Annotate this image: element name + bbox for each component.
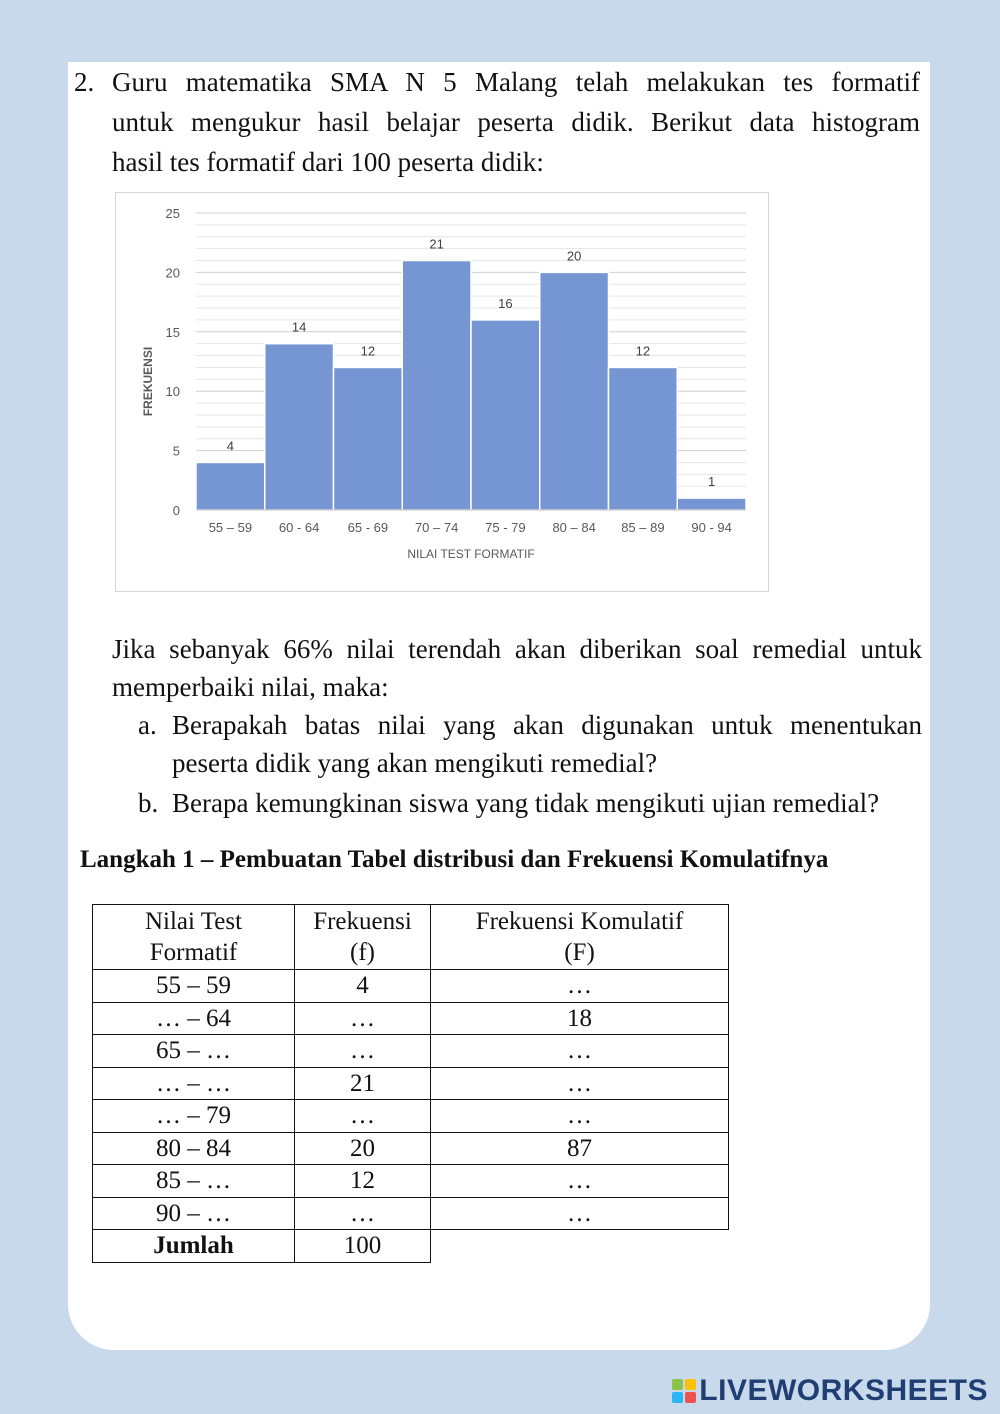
cell-cumulative[interactable]: …: [431, 1035, 729, 1068]
cell-interval[interactable]: … – …: [93, 1067, 295, 1100]
cell-frequency[interactable]: …: [295, 1035, 431, 1068]
cell-cumulative[interactable]: …: [431, 1100, 729, 1133]
bar-data-label: 1: [708, 474, 716, 490]
histogram-bar: [540, 272, 609, 510]
y-tick-label: 0: [172, 503, 180, 518]
table-row: [93, 1197, 729, 1230]
sub-question-line: peserta didik yang akan mengikuti remedial?: [172, 748, 658, 778]
bar-data-label: 12: [635, 343, 651, 359]
header-text: Nilai Test: [144, 908, 243, 935]
brand-name: LIVEWORKSHEETS: [699, 1374, 988, 1407]
sub-question-label: a.: [138, 710, 157, 740]
header-nilai: [93, 905, 295, 970]
total-value: 100: [295, 1230, 431, 1263]
x-tick-label: 85 – 89: [621, 520, 665, 535]
table-total-row: [93, 1230, 729, 1263]
x-tick-label: 75 - 79: [485, 520, 526, 535]
bar-data-label: 21: [429, 236, 444, 252]
x-tick-label: 55 – 59: [208, 520, 253, 535]
question-number: 2.: [74, 67, 95, 97]
header-text: Frekuensi Komulatif: [475, 908, 684, 935]
step-title: Langkah 1 – Pembuatan Tabel distribusi dan Frekuensi Komulatifnya: [80, 846, 829, 873]
distribution-table: [92, 904, 729, 1263]
cell-cumulative[interactable]: 18: [431, 1002, 729, 1035]
cell-cumulative[interactable]: …: [431, 970, 729, 1003]
x-axis-title: NILAI TEST FORMATIF: [407, 547, 535, 561]
y-tick-label: 10: [165, 384, 180, 400]
y-tick-label: 15: [165, 324, 180, 340]
cell-frequency[interactable]: 4: [295, 970, 431, 1003]
cell-cumulative[interactable]: …: [431, 1165, 729, 1198]
table-row: [93, 1132, 729, 1165]
table-row: [93, 1035, 729, 1068]
cell-interval[interactable]: 55 – 59: [93, 970, 295, 1003]
table-row: [93, 1100, 729, 1133]
bar-data-label: 16: [498, 295, 513, 311]
histogram-bar: [677, 498, 746, 510]
y-tick-label: 5: [172, 443, 180, 459]
question-line: hasil tes formatif dari 100 peserta didik:: [112, 147, 544, 177]
sub-question-line: Berapakah batas nilai yang akan digunakan untuk menentukan: [172, 710, 922, 740]
cell-frequency[interactable]: 12: [295, 1165, 431, 1198]
table-row: [93, 1165, 729, 1198]
cell-cumulative[interactable]: 87: [431, 1132, 729, 1165]
header-text: Frekuensi: [313, 908, 412, 935]
cell-frequency[interactable]: …: [295, 1100, 431, 1133]
cell-interval[interactable]: 85 – …: [93, 1165, 295, 1198]
header-frekuensi: [295, 905, 431, 970]
histogram-chart: [115, 192, 769, 592]
sub-question-label: b.: [138, 788, 159, 818]
header-text: (f): [350, 939, 375, 966]
x-tick-label: 70 – 74: [414, 520, 459, 535]
histogram-svg: [116, 193, 768, 591]
problem-paragraph: [112, 630, 922, 706]
total-label: Jumlah: [93, 1230, 295, 1263]
histogram-bar: [334, 367, 403, 510]
table-row: [93, 1067, 729, 1100]
table-header-row: [93, 905, 729, 970]
cell-frequency[interactable]: 21: [295, 1067, 431, 1100]
x-tick-label: 90 - 94: [691, 520, 732, 535]
histogram-bar: [402, 261, 471, 510]
cell-interval[interactable]: 90 – …: [93, 1197, 295, 1230]
cell-frequency[interactable]: …: [295, 1197, 431, 1230]
x-tick-label: 80 – 84: [552, 520, 596, 535]
cell-frequency[interactable]: …: [295, 1002, 431, 1035]
cell-frequency[interactable]: 20: [295, 1132, 431, 1165]
bar-data-label: 4: [226, 438, 234, 454]
y-axis-title: FREKUENSI: [141, 346, 155, 417]
cell-interval[interactable]: 65 – …: [93, 1035, 295, 1068]
cell-cumulative[interactable]: …: [431, 1197, 729, 1230]
x-tick-label: 65 - 69: [347, 520, 389, 535]
cell-interval[interactable]: … – 79: [93, 1100, 295, 1133]
worksheet-page: [68, 62, 930, 1350]
header-frekuensi-komulatif: [431, 905, 729, 970]
x-tick-label: 60 - 64: [278, 520, 320, 535]
bar-data-label: 20: [566, 248, 582, 264]
header-text: (F): [564, 939, 595, 966]
bar-data-label: 12: [360, 343, 376, 359]
cell-interval[interactable]: … – 64: [93, 1002, 295, 1035]
y-tick-label: 20: [165, 265, 180, 281]
paragraph-line: memperbaiki nilai, maka:: [112, 672, 389, 702]
histogram-bar: [196, 462, 265, 510]
bar-data-label: 14: [291, 319, 307, 335]
question-line: untuk mengukur hasil belajar peserta didik. Berikut data histogram: [112, 107, 920, 137]
y-tick-label: 25: [165, 206, 180, 221]
question-line: Guru matematika SMA N 5 Malang telah melakukan tes formatif: [112, 67, 920, 97]
table-row: [93, 1002, 729, 1035]
table-row: [93, 970, 729, 1003]
empty-cell: [431, 1230, 729, 1263]
cell-interval[interactable]: 80 – 84: [93, 1132, 295, 1165]
sub-question-line: Berapa kemungkinan siswa yang tidak mengikuti ujian remedial?: [172, 788, 880, 818]
paragraph-line: Jika sebanyak 66% nilai terendah akan diberikan soal remedial untuk: [112, 634, 922, 664]
liveworksheets-logo[interactable]: [672, 1374, 988, 1408]
histogram-bar: [471, 320, 540, 510]
question-text: [112, 62, 920, 182]
histogram-bar: [265, 344, 334, 510]
logo-icon: [672, 1379, 696, 1403]
histogram-bar: [609, 367, 678, 510]
cell-cumulative[interactable]: …: [431, 1067, 729, 1100]
header-text: Formatif: [149, 939, 238, 966]
